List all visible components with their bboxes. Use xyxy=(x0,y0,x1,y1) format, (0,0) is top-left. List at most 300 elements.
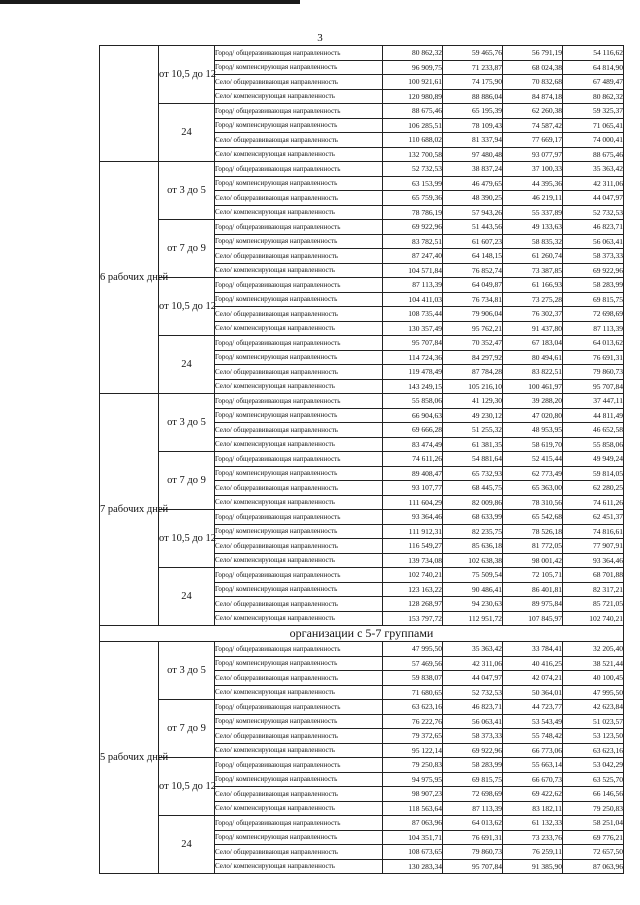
amount-cell: 80 494,61 xyxy=(503,350,563,365)
age-group-cell: от 7 до 9 xyxy=(159,220,215,278)
amount-cell: 97 480,48 xyxy=(443,147,503,162)
amount-cell: 52 415,44 xyxy=(503,452,563,467)
area-type-cell: Город/ компенсирующая направленность xyxy=(215,466,383,481)
age-group-cell: от 3 до 5 xyxy=(159,394,215,452)
area-type-cell: Село/ компенсирующая направленность xyxy=(215,263,383,278)
amount-cell: 64 013,62 xyxy=(563,336,624,351)
amount-cell: 52 732,53 xyxy=(443,685,503,700)
amount-cell: 72 698,69 xyxy=(443,787,503,802)
amount-cell: 47 020,80 xyxy=(503,408,563,423)
amount-cell: 46 652,58 xyxy=(563,423,624,438)
amount-cell: 44 047,97 xyxy=(443,671,503,686)
amount-cell: 57 943,26 xyxy=(443,205,503,220)
amount-cell: 51 443,56 xyxy=(443,220,503,235)
amount-cell: 62 280,25 xyxy=(563,481,624,496)
amount-cell: 59 838,07 xyxy=(383,671,443,686)
amount-cell: 94 230,63 xyxy=(443,597,503,612)
amount-cell: 128 268,97 xyxy=(383,597,443,612)
amount-cell: 56 791,19 xyxy=(503,46,563,61)
amount-cell: 80 862,32 xyxy=(383,46,443,61)
amount-cell: 53 543,49 xyxy=(503,714,563,729)
amount-cell: 67 489,47 xyxy=(563,75,624,90)
amount-cell: 81 772,05 xyxy=(503,539,563,554)
area-type-cell: Город/ общеразвивающая направленность xyxy=(215,104,383,119)
page-number: 3 xyxy=(317,32,323,44)
amount-cell: 67 183,04 xyxy=(503,336,563,351)
area-type-cell: Село/ компенсирующая направленность xyxy=(215,685,383,700)
amount-cell: 102 740,21 xyxy=(383,568,443,583)
age-group-cell: 24 xyxy=(159,816,215,874)
amount-cell: 153 797,72 xyxy=(383,611,443,626)
amount-cell: 85 636,18 xyxy=(443,539,503,554)
amount-cell: 73 233,76 xyxy=(503,830,563,845)
amount-cell: 42 623,84 xyxy=(563,700,624,715)
amount-cell: 40 100,45 xyxy=(563,671,624,686)
area-type-cell: Село/ компенсирующая направленность xyxy=(215,553,383,568)
amount-cell: 93 077,97 xyxy=(503,147,563,162)
amount-cell: 70 832,68 xyxy=(503,75,563,90)
amount-cell: 119 478,49 xyxy=(383,365,443,380)
area-type-cell: Село/ общеразвивающая направленность xyxy=(215,75,383,90)
amount-cell: 55 858,06 xyxy=(383,394,443,409)
amount-cell: 78 310,56 xyxy=(503,495,563,510)
amount-cell: 69 815,75 xyxy=(443,772,503,787)
amount-cell: 51 023,57 xyxy=(563,714,624,729)
area-type-cell: Город/ общеразвивающая направленность xyxy=(215,700,383,715)
amount-cell: 76 691,31 xyxy=(443,830,503,845)
area-type-cell: Город/ компенсирующая направленность xyxy=(215,772,383,787)
amount-cell: 78 526,18 xyxy=(503,524,563,539)
amount-cell: 76 259,11 xyxy=(503,845,563,860)
amount-cell: 83 182,11 xyxy=(503,801,563,816)
amount-cell: 39 288,20 xyxy=(503,394,563,409)
amount-cell: 87 113,39 xyxy=(563,321,624,336)
amount-cell: 69 922,96 xyxy=(383,220,443,235)
amount-cell: 87 247,40 xyxy=(383,249,443,264)
amount-cell: 65 732,93 xyxy=(443,466,503,481)
amount-cell: 65 195,39 xyxy=(443,104,503,119)
area-type-cell: Город/ компенсирующая направленность xyxy=(215,176,383,191)
amount-cell: 118 563,64 xyxy=(383,801,443,816)
section-header-row xyxy=(100,626,624,642)
amount-cell: 33 784,41 xyxy=(503,642,563,657)
area-type-cell: Город/ компенсирующая направленность xyxy=(215,582,383,597)
table-row xyxy=(100,452,624,467)
amount-cell: 35 363,42 xyxy=(563,162,624,177)
amount-cell: 76 222,76 xyxy=(383,714,443,729)
amount-cell: 95 707,84 xyxy=(563,379,624,394)
age-group-cell: от 3 до 5 xyxy=(159,642,215,700)
amount-cell: 59 814,05 xyxy=(563,466,624,481)
amount-cell: 77 669,17 xyxy=(503,133,563,148)
area-type-cell: Город/ компенсирующая направленность xyxy=(215,234,383,249)
amount-cell: 58 283,99 xyxy=(443,758,503,773)
area-type-cell: Город/ компенсирующая направленность xyxy=(215,118,383,133)
amount-cell: 69 922,96 xyxy=(443,743,503,758)
amount-cell: 132 700,58 xyxy=(383,147,443,162)
amount-cell: 49 949,24 xyxy=(563,452,624,467)
amount-cell: 63 623,16 xyxy=(383,700,443,715)
amount-cell: 44 395,36 xyxy=(503,176,563,191)
amount-cell: 71 065,41 xyxy=(563,118,624,133)
age-group-cell: от 10,5 до 12 xyxy=(159,46,215,104)
amount-cell: 85 721,05 xyxy=(563,597,624,612)
amount-cell: 83 474,49 xyxy=(383,437,443,452)
amount-cell: 55 663,14 xyxy=(503,758,563,773)
amount-cell: 65 759,36 xyxy=(383,191,443,206)
amount-cell: 95 762,21 xyxy=(443,321,503,336)
amount-cell: 44 811,49 xyxy=(563,408,624,423)
amount-cell: 64 148,15 xyxy=(443,249,503,264)
area-type-cell: Город/ общеразвивающая направленность xyxy=(215,278,383,293)
amount-cell: 55 748,42 xyxy=(503,729,563,744)
amount-cell: 88 675,46 xyxy=(383,104,443,119)
table-row xyxy=(100,568,624,583)
age-group-cell: от 10,5 до 12 xyxy=(159,278,215,336)
amount-cell: 63 525,70 xyxy=(563,772,624,787)
amount-cell: 54 881,64 xyxy=(443,452,503,467)
amount-cell: 57 469,56 xyxy=(383,656,443,671)
amount-cell: 62 260,38 xyxy=(503,104,563,119)
area-type-cell: Село/ компенсирующая направленность xyxy=(215,859,383,874)
amount-cell: 107 845,97 xyxy=(503,611,563,626)
amount-cell: 102 740,21 xyxy=(563,611,624,626)
section-header: организации с 5-7 группами xyxy=(100,626,624,642)
amount-cell: 52 732,53 xyxy=(383,162,443,177)
amount-cell: 72 105,71 xyxy=(503,568,563,583)
area-type-cell: Город/ компенсирующая направленность xyxy=(215,714,383,729)
amount-cell: 95 122,14 xyxy=(383,743,443,758)
amount-cell: 48 953,95 xyxy=(503,423,563,438)
amount-cell: 61 381,35 xyxy=(443,437,503,452)
amount-cell: 56 063,41 xyxy=(443,714,503,729)
amount-cell: 62 773,49 xyxy=(503,466,563,481)
amount-cell: 116 549,27 xyxy=(383,539,443,554)
amount-cell: 82 317,21 xyxy=(563,582,624,597)
amount-cell: 44 047,97 xyxy=(563,191,624,206)
age-group-cell: 24 xyxy=(159,336,215,394)
amount-cell: 65 363,00 xyxy=(503,481,563,496)
amount-cell: 114 724,36 xyxy=(383,350,443,365)
amount-cell: 71 233,87 xyxy=(443,60,503,75)
amount-cell: 88 886,04 xyxy=(443,89,503,104)
area-type-cell: Село/ компенсирующая направленность xyxy=(215,379,383,394)
amount-cell: 40 416,25 xyxy=(503,656,563,671)
table-row xyxy=(100,278,624,293)
amount-cell: 58 373,33 xyxy=(563,249,624,264)
amount-cell: 87 113,39 xyxy=(443,801,503,816)
area-type-cell: Город/ компенсирующая направленность xyxy=(215,408,383,423)
amount-cell: 87 784,28 xyxy=(443,365,503,380)
amount-cell: 68 024,38 xyxy=(503,60,563,75)
age-group-cell: от 3 до 5 xyxy=(159,162,215,220)
amount-cell: 93 364,46 xyxy=(563,553,624,568)
area-type-cell: Город/ общеразвивающая направленность xyxy=(215,758,383,773)
area-type-cell: Село/ компенсирующая направленность xyxy=(215,743,383,758)
amount-cell: 41 129,30 xyxy=(443,394,503,409)
amount-cell: 87 113,39 xyxy=(383,278,443,293)
age-group-cell: от 7 до 9 xyxy=(159,452,215,510)
amount-cell: 76 691,31 xyxy=(563,350,624,365)
amount-cell: 82 009,86 xyxy=(443,495,503,510)
work-days-cell: 6 рабочих дней xyxy=(100,162,159,394)
amount-cell: 66 146,56 xyxy=(563,787,624,802)
amount-cell: 59 325,37 xyxy=(563,104,624,119)
amount-cell: 89 408,47 xyxy=(383,466,443,481)
amount-cell: 58 835,32 xyxy=(503,234,563,249)
area-type-cell: Город/ общеразвивающая направленность xyxy=(215,816,383,831)
amount-cell: 48 390,25 xyxy=(443,191,503,206)
amount-cell: 55 858,06 xyxy=(563,437,624,452)
amount-cell: 59 465,76 xyxy=(443,46,503,61)
amount-cell: 95 707,84 xyxy=(383,336,443,351)
area-type-cell: Город/ общеразвивающая направленность xyxy=(215,336,383,351)
area-type-cell: Село/ общеразвивающая направленность xyxy=(215,671,383,686)
amount-cell: 42 074,21 xyxy=(503,671,563,686)
amount-cell: 73 275,28 xyxy=(503,292,563,307)
amount-cell: 68 701,88 xyxy=(563,568,624,583)
amount-cell: 66 904,63 xyxy=(383,408,443,423)
area-type-cell: Село/ общеразвивающая направленность xyxy=(215,787,383,802)
amount-cell: 46 823,71 xyxy=(443,700,503,715)
amount-cell: 91 385,90 xyxy=(503,859,563,874)
amount-cell: 46 823,71 xyxy=(563,220,624,235)
area-type-cell: Село/ общеразвивающая направленность xyxy=(215,845,383,860)
amount-cell: 77 907,91 xyxy=(563,539,624,554)
age-group-cell: от 7 до 9 xyxy=(159,700,215,758)
area-type-cell: Город/ общеразвивающая направленность xyxy=(215,642,383,657)
amount-cell: 91 437,80 xyxy=(503,321,563,336)
amount-cell: 42 311,06 xyxy=(563,176,624,191)
amount-cell: 69 776,21 xyxy=(563,830,624,845)
amount-cell: 54 116,62 xyxy=(563,46,624,61)
work-days-cell xyxy=(100,46,159,162)
amount-cell: 49 133,63 xyxy=(503,220,563,235)
amount-cell: 76 734,81 xyxy=(443,292,503,307)
area-type-cell: Село/ компенсирующая направленность xyxy=(215,611,383,626)
amount-cell: 111 604,29 xyxy=(383,495,443,510)
amount-cell: 53 123,50 xyxy=(563,729,624,744)
table-row xyxy=(100,104,624,119)
amount-cell: 102 638,38 xyxy=(443,553,503,568)
table-row xyxy=(100,816,624,831)
amount-cell: 61 166,93 xyxy=(503,278,563,293)
amount-cell: 84 297,92 xyxy=(443,350,503,365)
amount-cell: 112 951,72 xyxy=(443,611,503,626)
area-type-cell: Город/ компенсирующая направленность xyxy=(215,350,383,365)
amount-cell: 50 364,01 xyxy=(503,685,563,700)
area-type-cell: Село/ компенсирующая направленность xyxy=(215,147,383,162)
amount-cell: 100 921,61 xyxy=(383,75,443,90)
amount-cell: 51 255,32 xyxy=(443,423,503,438)
amount-cell: 81 337,94 xyxy=(443,133,503,148)
amount-cell: 87 063,96 xyxy=(383,816,443,831)
amount-cell: 71 680,65 xyxy=(383,685,443,700)
amount-cell: 104 351,71 xyxy=(383,830,443,845)
amount-cell: 68 633,99 xyxy=(443,510,503,525)
amount-cell: 98 907,23 xyxy=(383,787,443,802)
table-row xyxy=(100,46,624,61)
amount-cell: 69 815,75 xyxy=(563,292,624,307)
amount-cell: 38 521,44 xyxy=(563,656,624,671)
amount-cell: 83 822,51 xyxy=(503,365,563,380)
amount-cell: 74 587,42 xyxy=(503,118,563,133)
amount-cell: 72 698,69 xyxy=(563,307,624,322)
table-row xyxy=(100,510,624,525)
amount-cell: 130 357,49 xyxy=(383,321,443,336)
amount-cell: 46 479,65 xyxy=(443,176,503,191)
age-group-cell: 24 xyxy=(159,104,215,162)
amount-cell: 87 063,96 xyxy=(563,859,624,874)
area-type-cell: Город/ общеразвивающая направленность xyxy=(215,46,383,61)
amount-cell: 105 216,10 xyxy=(443,379,503,394)
amount-cell: 47 995,50 xyxy=(383,642,443,657)
amount-cell: 76 852,74 xyxy=(443,263,503,278)
amount-cell: 100 461,97 xyxy=(503,379,563,394)
area-type-cell: Село/ общеразвивающая направленность xyxy=(215,307,383,322)
amount-cell: 76 302,37 xyxy=(503,307,563,322)
amount-cell: 78 109,43 xyxy=(443,118,503,133)
amount-cell: 74 175,90 xyxy=(443,75,503,90)
amount-cell: 74 611,26 xyxy=(563,495,624,510)
amount-cell: 111 912,31 xyxy=(383,524,443,539)
amount-cell: 32 205,40 xyxy=(563,642,624,657)
area-type-cell: Село/ компенсирующая направленность xyxy=(215,89,383,104)
table-row xyxy=(100,162,624,177)
area-type-cell: Село/ общеразвивающая направленность xyxy=(215,365,383,380)
age-group-cell: от 10,5 до 12 xyxy=(159,510,215,568)
area-type-cell: Село/ компенсирующая направленность xyxy=(215,495,383,510)
amount-cell: 55 337,89 xyxy=(503,205,563,220)
amount-cell: 69 666,28 xyxy=(383,423,443,438)
amount-cell: 108 735,44 xyxy=(383,307,443,322)
amount-cell: 64 049,87 xyxy=(443,278,503,293)
area-type-cell: Город/ общеразвивающая направленность xyxy=(215,510,383,525)
amount-cell: 94 975,95 xyxy=(383,772,443,787)
work-days-cell: 5 рабочих дней xyxy=(100,642,159,874)
amount-cell: 79 250,83 xyxy=(563,801,624,816)
table-row xyxy=(100,336,624,351)
amount-cell: 47 995,50 xyxy=(563,685,624,700)
amount-cell: 42 311,06 xyxy=(443,656,503,671)
amount-cell: 58 283,99 xyxy=(563,278,624,293)
table-row xyxy=(100,642,624,657)
amount-cell: 79 860,73 xyxy=(563,365,624,380)
amount-cell: 130 283,34 xyxy=(383,859,443,874)
amount-cell: 83 782,51 xyxy=(383,234,443,249)
amount-cell: 73 387,85 xyxy=(503,263,563,278)
area-type-cell: Город/ общеразвивающая направленность xyxy=(215,220,383,235)
area-type-cell: Город/ компенсирующая направленность xyxy=(215,830,383,845)
amount-cell: 35 363,42 xyxy=(443,642,503,657)
area-type-cell: Село/ компенсирующая направленность xyxy=(215,437,383,452)
amount-cell: 53 042,29 xyxy=(563,758,624,773)
amount-cell: 89 975,84 xyxy=(503,597,563,612)
amount-cell: 58 373,33 xyxy=(443,729,503,744)
top-scan-border xyxy=(0,0,300,4)
amount-cell: 79 906,04 xyxy=(443,307,503,322)
amount-cell: 58 619,70 xyxy=(503,437,563,452)
amount-cell: 46 219,11 xyxy=(503,191,563,206)
area-type-cell: Село/ общеразвивающая направленность xyxy=(215,729,383,744)
amount-cell: 61 260,74 xyxy=(503,249,563,264)
area-type-cell: Село/ общеразвивающая направленность xyxy=(215,133,383,148)
amount-cell: 90 486,41 xyxy=(443,582,503,597)
amount-cell: 74 611,26 xyxy=(383,452,443,467)
table-row xyxy=(100,394,624,409)
tariff-table xyxy=(99,45,624,874)
amount-cell: 139 734,08 xyxy=(383,553,443,568)
amount-cell: 69 922,96 xyxy=(563,263,624,278)
amount-cell: 58 251,04 xyxy=(563,816,624,831)
amount-cell: 68 445,75 xyxy=(443,481,503,496)
area-type-cell: Село/ общеразвивающая направленность xyxy=(215,481,383,496)
amount-cell: 95 707,84 xyxy=(443,859,503,874)
age-group-cell: 24 xyxy=(159,568,215,626)
amount-cell: 65 542,68 xyxy=(503,510,563,525)
amount-cell: 66 670,73 xyxy=(503,772,563,787)
amount-cell: 79 372,65 xyxy=(383,729,443,744)
amount-cell: 96 909,75 xyxy=(383,60,443,75)
amount-cell: 52 732,53 xyxy=(563,205,624,220)
area-type-cell: Город/ компенсирующая направленность xyxy=(215,60,383,75)
amount-cell: 61 132,33 xyxy=(503,816,563,831)
table-row xyxy=(100,758,624,773)
amount-cell: 79 860,73 xyxy=(443,845,503,860)
amount-cell: 38 837,24 xyxy=(443,162,503,177)
amount-cell: 66 773,06 xyxy=(503,743,563,758)
amount-cell: 74 816,61 xyxy=(563,524,624,539)
amount-cell: 72 657,50 xyxy=(563,845,624,860)
amount-cell: 69 422,62 xyxy=(503,787,563,802)
work-days-cell: 7 рабочих дней xyxy=(100,394,159,626)
area-type-cell: Город/ компенсирующая направленность xyxy=(215,524,383,539)
amount-cell: 37 447,11 xyxy=(563,394,624,409)
amount-cell: 56 063,41 xyxy=(563,234,624,249)
area-type-cell: Село/ компенсирующая направленность xyxy=(215,205,383,220)
amount-cell: 37 100,33 xyxy=(503,162,563,177)
amount-cell: 74 000,41 xyxy=(563,133,624,148)
amount-cell: 104 411,03 xyxy=(383,292,443,307)
area-type-cell: Город/ компенсирующая направленность xyxy=(215,656,383,671)
area-type-cell: Город/ общеразвивающая направленность xyxy=(215,568,383,583)
area-type-cell: Село/ общеразвивающая направленность xyxy=(215,191,383,206)
amount-cell: 75 509,54 xyxy=(443,568,503,583)
amount-cell: 61 607,23 xyxy=(443,234,503,249)
table-row xyxy=(100,700,624,715)
table-row xyxy=(100,220,624,235)
area-type-cell: Село/ общеразвивающая направленность xyxy=(215,249,383,264)
amount-cell: 120 980,89 xyxy=(383,89,443,104)
amount-cell: 63 623,16 xyxy=(563,743,624,758)
amount-cell: 49 230,12 xyxy=(443,408,503,423)
amount-cell: 93 364,46 xyxy=(383,510,443,525)
amount-cell: 70 352,47 xyxy=(443,336,503,351)
amount-cell: 79 250,83 xyxy=(383,758,443,773)
amount-cell: 88 675,46 xyxy=(563,147,624,162)
area-type-cell: Село/ компенсирующая направленность xyxy=(215,801,383,816)
amount-cell: 123 163,22 xyxy=(383,582,443,597)
age-group-cell: от 10,5 до 12 xyxy=(159,758,215,816)
amount-cell: 104 571,84 xyxy=(383,263,443,278)
amount-cell: 86 401,81 xyxy=(503,582,563,597)
area-type-cell: Город/ компенсирующая направленность xyxy=(215,292,383,307)
amount-cell: 80 862,32 xyxy=(563,89,624,104)
amount-cell: 84 874,18 xyxy=(503,89,563,104)
amount-cell: 78 786,19 xyxy=(383,205,443,220)
amount-cell: 63 153,99 xyxy=(383,176,443,191)
amount-cell: 62 451,37 xyxy=(563,510,624,525)
